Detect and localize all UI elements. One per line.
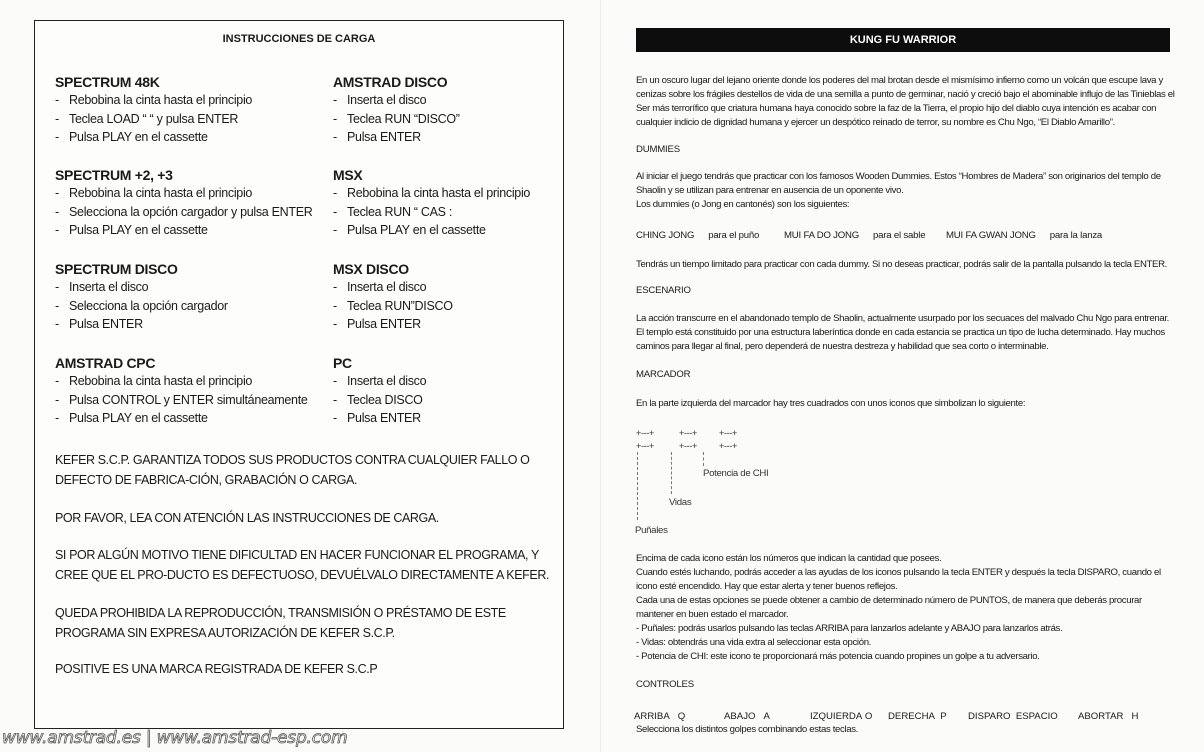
- box-glyph: +---+: [679, 441, 698, 451]
- dummies-heading: DUMMIES: [636, 144, 680, 155]
- label-punales: Puñales: [635, 525, 668, 536]
- watermark: www.amstrad.es | www.amstrad-esp.com: [2, 728, 348, 748]
- control-izquierda: IZQUIERDA O: [810, 711, 873, 722]
- step: - Rebobina la cinta hasta el principio: [55, 374, 253, 388]
- marcador-detail: Encima de cada icono están los números que indican la cantidad que posees.: [636, 553, 942, 564]
- marcador-heading: MARCADOR: [636, 369, 691, 380]
- step: - Teclea RUN “DISCO”: [333, 111, 460, 126]
- system-name: MSX: [333, 167, 363, 183]
- dummies-paragraph: Al iniciar el juego tendrás que practicar con los famosos Wooden Dummies. Estos “Hombres de Madera” son originarios del templo de Shaolin y se utilizan para entrenar en ausencia de un oponente vivo.: [636, 171, 1161, 196]
- step: - Rebobina la cinta hasta el principio: [333, 186, 531, 200]
- label-chi: Potencia de CHI: [703, 468, 769, 479]
- label-vidas: Vidas: [669, 497, 692, 508]
- dummies-time-paragraph: Tendrás un tiempo limitado para practicar con cada dummy. Si no deseas practicar, podrás salir de la pantalla pulsando la tecla ENTER.: [636, 259, 1167, 270]
- step: - Pulsa ENTER: [55, 317, 143, 331]
- system-spectrum-48k: [55, 73, 315, 147]
- box-glyph: +---+: [719, 428, 738, 438]
- step: - Pulsa CONTROL y ENTER simultáneamente: [55, 392, 308, 407]
- loading-instructions-box: [34, 20, 564, 729]
- box-glyph: +---+: [636, 428, 655, 438]
- step: - Pulsa ENTER: [333, 411, 421, 425]
- system-name: PC: [333, 355, 352, 371]
- step: - Pulsa ENTER: [333, 130, 421, 144]
- pointer-line: [671, 452, 672, 494]
- control-derecha: DERECHA P: [888, 711, 947, 722]
- system-name: MSX DISCO: [333, 261, 409, 277]
- marcador-paragraph: En la parte izquierda del marcador hay tres cuadrados con unos iconos que simbolizan lo siguiente:: [636, 398, 1026, 409]
- step: - Inserta el disco: [333, 280, 427, 294]
- system-spectrum-disco: [55, 260, 315, 334]
- marcador-detail: - Vidas: obtendrás una vida extra al seleccionar esta opción.: [636, 637, 871, 648]
- controles-heading: CONTROLES: [636, 679, 694, 690]
- step: - Pulsa PLAY en el cassette: [55, 223, 208, 237]
- defect-return-notice: SI POR ALGÚN MOTIVO TIENE DIFICULTAD EN HACER FUNCIONAR EL PROGRAMA, Y CREE QUE EL PRO-DUCTO ES DEFECTUOSO, DEVUÉLVALO DIRECTAMENTE A KEFER.: [55, 548, 550, 582]
- control-disparo: DISPARO ESPACIO: [968, 711, 1058, 722]
- system-name: SPECTRUM +2, +3: [55, 167, 173, 183]
- game-title-banner: KUNG FU WARRIOR: [636, 28, 1170, 52]
- dummies-list-intro: Los dummies (o Jong en cantonés) son los siguientes:: [636, 199, 850, 210]
- system-amstrad-cpc: [55, 354, 315, 428]
- marcador-detail: - Potencia de CHI: este icono te proporcionará más potencia cuando propines un golpe a tu adversario.: [636, 651, 1040, 662]
- step: - Pulsa PLAY en el cassette: [333, 223, 486, 237]
- dummy-item: MUI FA GWAN JONG para la lanza: [946, 230, 1103, 241]
- step: - Teclea RUN”DISCO: [333, 298, 453, 313]
- step: - Teclea DISCO: [333, 392, 423, 407]
- control-arriba: ARRIBA Q: [634, 711, 686, 722]
- system-name: SPECTRUM 48K: [55, 74, 160, 90]
- pointer-line: [637, 452, 638, 520]
- controles-note: Selecciona los distintos golpes combinando estas teclas.: [636, 724, 858, 735]
- page-spine: [600, 0, 601, 752]
- step: - Rebobina la cinta hasta el principio: [55, 93, 253, 107]
- system-msx: [333, 166, 593, 240]
- step: - Pulsa PLAY en el cassette: [55, 411, 208, 425]
- box-glyph: +---+: [679, 428, 698, 438]
- pointer-line: [703, 452, 704, 466]
- escenario-paragraph: La acción transcurre en el abandonado templo de Shaolin, actualmente usurpado por los secuaces del malvado Chu Ngo para entrenar. El templo está constituido por una estructura laberíntica donde en cada estancia se practica un tipo de lucha determinado. Hay muchos caminos para llegar al final, pero dependerá de nuestra destreza y habilidad que sea corto o interminable.: [636, 313, 1169, 352]
- step: - Rebobina la cinta hasta el principio: [55, 186, 253, 200]
- marcador-detail: - Puñales: podrás usarlos pulsando las teclas ARRIBA para lanzarlos adelante y ABAJO para lanzarlos atrás.: [636, 623, 1063, 634]
- system-name: AMSTRAD DISCO: [333, 74, 448, 90]
- marcador-detail: Cada una de estas opciones se puede obtener a cambio de determinado número de PUNTOS, de manera que deberás procurar mantener en buen estado el marcador.: [636, 595, 1142, 620]
- loading-instructions-title: INSTRUCCIONES DE CARGA: [222, 33, 376, 45]
- dummy-item: CHING JONG para el puño: [636, 230, 760, 241]
- step: - Pulsa ENTER: [333, 317, 421, 331]
- system-amstrad-disco: [333, 73, 593, 147]
- system-pc: [333, 354, 593, 428]
- step: - Inserta el disco: [333, 374, 427, 388]
- system-name: SPECTRUM DISCO: [55, 261, 178, 277]
- control-abajo: ABAJO A: [724, 711, 770, 722]
- system-name: AMSTRAD CPC: [55, 355, 156, 371]
- step: - Inserta el disco: [55, 280, 149, 294]
- box-glyph: +---+: [719, 441, 738, 451]
- box-glyph: +---+: [636, 441, 655, 451]
- step: - Pulsa PLAY en el cassette: [55, 130, 208, 144]
- control-abortar: ABORTAR H: [1078, 711, 1139, 722]
- warranty-notice: KEFER S.C.P. GARANTIZA TODOS SUS PRODUCTOS CONTRA CUALQUIER FALLO O DEFECTO DE FABRICA-CIÓN, GRABACIÓN O CARGA.: [55, 453, 530, 487]
- intro-paragraph: En un oscuro lugar del lejano oriente donde los poderes del mal brotan desde el mismísimo infierno como un volcán que escupe lava y cenizas sobre los frágiles destellos de vida de una semilla a punto de germinar, nació y creció bajo el abominable influjo de las Tinieblas el Ser más terrorífico que criatura humana haya conocido sobre la faz de la Tierra, el propio hijo del diablo cuya intención es acabar con cualquier indicio de dignidad humana y ejercer un despótico reinado de terror, su nombre es Chu Ngo, “El Diablo Amarillo”.: [636, 75, 1175, 128]
- step: - Teclea RUN “ CAS :: [333, 204, 453, 219]
- step: - Selecciona la opción cargador: [55, 298, 228, 313]
- trademark-notice: POSITIVE ES UNA MARCA REGISTRADA DE KEFER S.C.P: [55, 662, 378, 676]
- marcador-detail: Cuando estés luchando, podrás acceder a las ayudas de los iconos pulsando la tecla ENTER y después la tecla DISPARO, cuando el icono esté encendido. Hay que estar alerta y tener buenos reflejos.: [636, 567, 1161, 592]
- step: - Teclea LOAD “ “ y pulsa ENTER: [55, 111, 239, 126]
- step: - Selecciona la opción cargador y pulsa ENTER: [55, 204, 313, 219]
- escenario-heading: ESCENARIO: [636, 285, 691, 296]
- dummy-item: MUI FA DO JONG para el sable: [784, 230, 926, 241]
- copyright-notice: QUEDA PROHIBIDA LA REPRODUCCIÓN, TRANSMISIÓN O PRÉSTAMO DE ESTE PROGRAMA SIN EXPRESA AUTORIZACIÓN DE KEFER S.C.P.: [55, 606, 506, 640]
- read-carefully-notice: POR FAVOR, LEA CON ATENCIÓN LAS INSTRUCCIONES DE CARGA.: [55, 511, 439, 525]
- system-spectrum-plus: [55, 166, 315, 240]
- system-msx-disco: [333, 260, 593, 334]
- step: - Inserta el disco: [333, 93, 427, 107]
